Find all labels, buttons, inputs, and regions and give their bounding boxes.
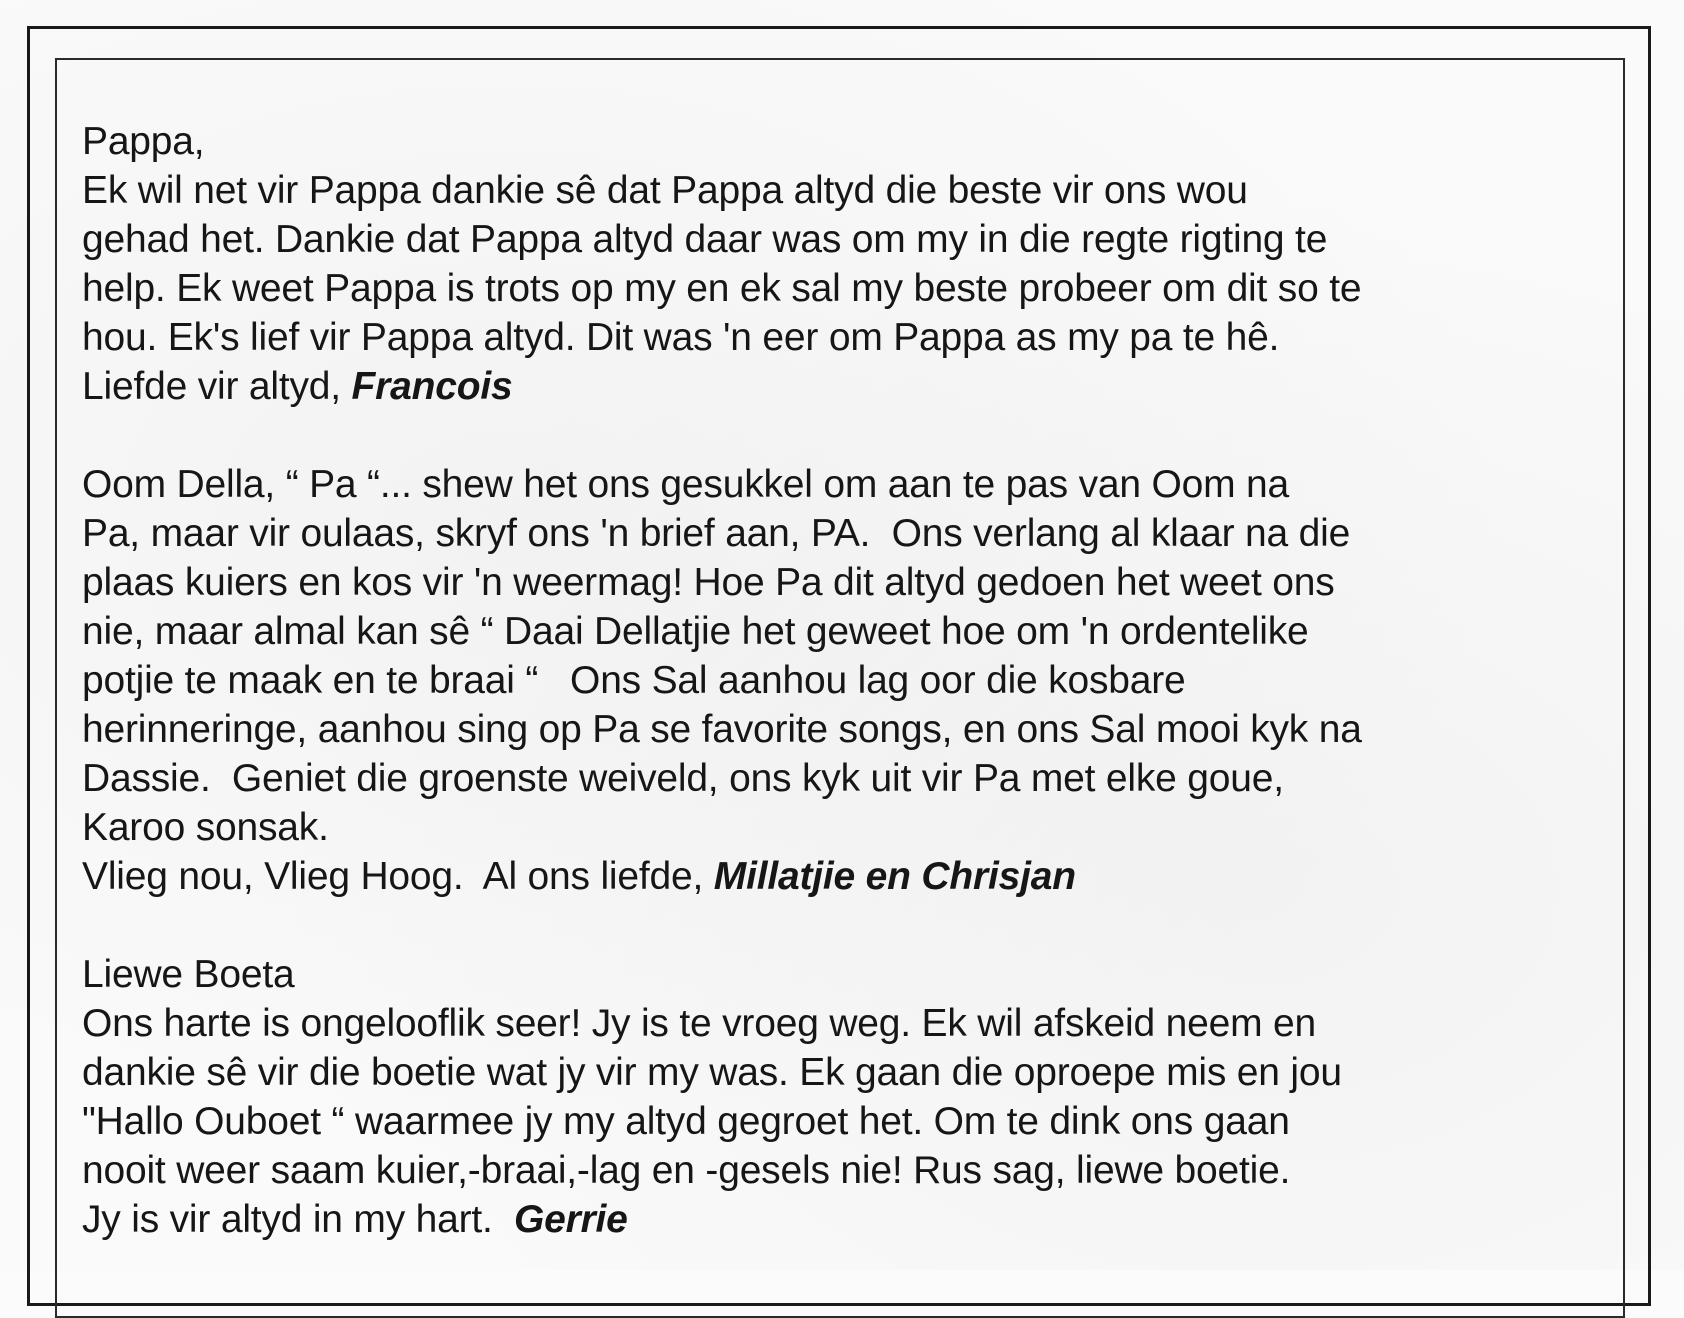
letter-line: Dassie. Geniet die groenste weiveld, ons kyk uit vir Pa met elke goue,: [82, 757, 1284, 800]
letter-francois: [82, 117, 1622, 411]
letter-line: Oom Della, “ Pa “... shew het ons gesukkel om aan te pas van Oom na: [82, 463, 1290, 506]
letter-line: nie, maar almal kan sê “ Daai Dellatjie het geweet hoe om 'n ordentelike: [82, 610, 1309, 653]
tribute-letters: [82, 117, 1622, 1293]
letter-line: dankie sê vir die boetie wat jy vir my was. Ek gaan die oproepe mis en jou: [82, 1051, 1342, 1094]
letter-closing: Jy is vir altyd in my hart.: [82, 1198, 514, 1241]
letter-line: Pa, maar vir oulaas, skryf ons 'n brief aan, PA. Ons verlang al klaar na die: [82, 512, 1351, 555]
letter-closing: Vlieg nou, Vlieg Hoog. Al ons liefde,: [82, 855, 714, 898]
letter-line: nooit weer saam kuier,-braai,-lag en -gesels nie! Rus sag, liewe boetie.: [82, 1149, 1291, 1192]
letter-line: potjie te maak en te braai “ Ons Sal aanhou lag oor die kosbare: [82, 659, 1186, 702]
letter-line: herinneringe, aanhou sing op Pa se favorite songs, en ons Sal mooi kyk na: [82, 708, 1362, 751]
letter-closing-line: [82, 852, 1622, 901]
letter-line: help. Ek weet Pappa is trots op my en ek sal my beste probeer om dit so te: [82, 267, 1362, 310]
letter-line: hou. Ek's lief vir Pappa altyd. Dit was 'n eer om Pappa as my pa te hê.: [82, 316, 1280, 359]
letter-signature: Francois: [351, 365, 513, 408]
letter-closing: Liefde vir altyd,: [82, 365, 352, 408]
letter-gerrie: [82, 950, 1622, 1244]
letter-signature: Millatjie en Chrisjan: [713, 855, 1076, 898]
letter-line: gehad het. Dankie dat Pappa altyd daar was om my in die regte rigting te: [82, 218, 1328, 261]
letter-closing-line: [82, 362, 1622, 411]
letter-line: Pappa,: [82, 120, 205, 163]
letter-line: Liewe Boeta: [82, 953, 295, 996]
letter-closing-line: [82, 1195, 1622, 1244]
letter-line: plaas kuiers en kos vir 'n weermag! Hoe Pa dit altyd gedoen het weet ons: [82, 561, 1335, 604]
letter-millatjie-chrisjan: [82, 460, 1622, 901]
letter-line: "Hallo Ouboet “ waarmee jy my altyd gegroet het. Om te dink ons gaan: [82, 1100, 1290, 1143]
letter-line: Ek wil net vir Pappa dankie sê dat Pappa altyd die beste vir ons wou: [82, 169, 1248, 212]
letter-line: Ons harte is ongelooflik seer! Jy is te vroeg weg. Ek wil afskeid neem en: [82, 1002, 1316, 1045]
letter-line: Karoo sonsak.: [82, 806, 329, 849]
letter-signature: Gerrie: [513, 1198, 628, 1241]
